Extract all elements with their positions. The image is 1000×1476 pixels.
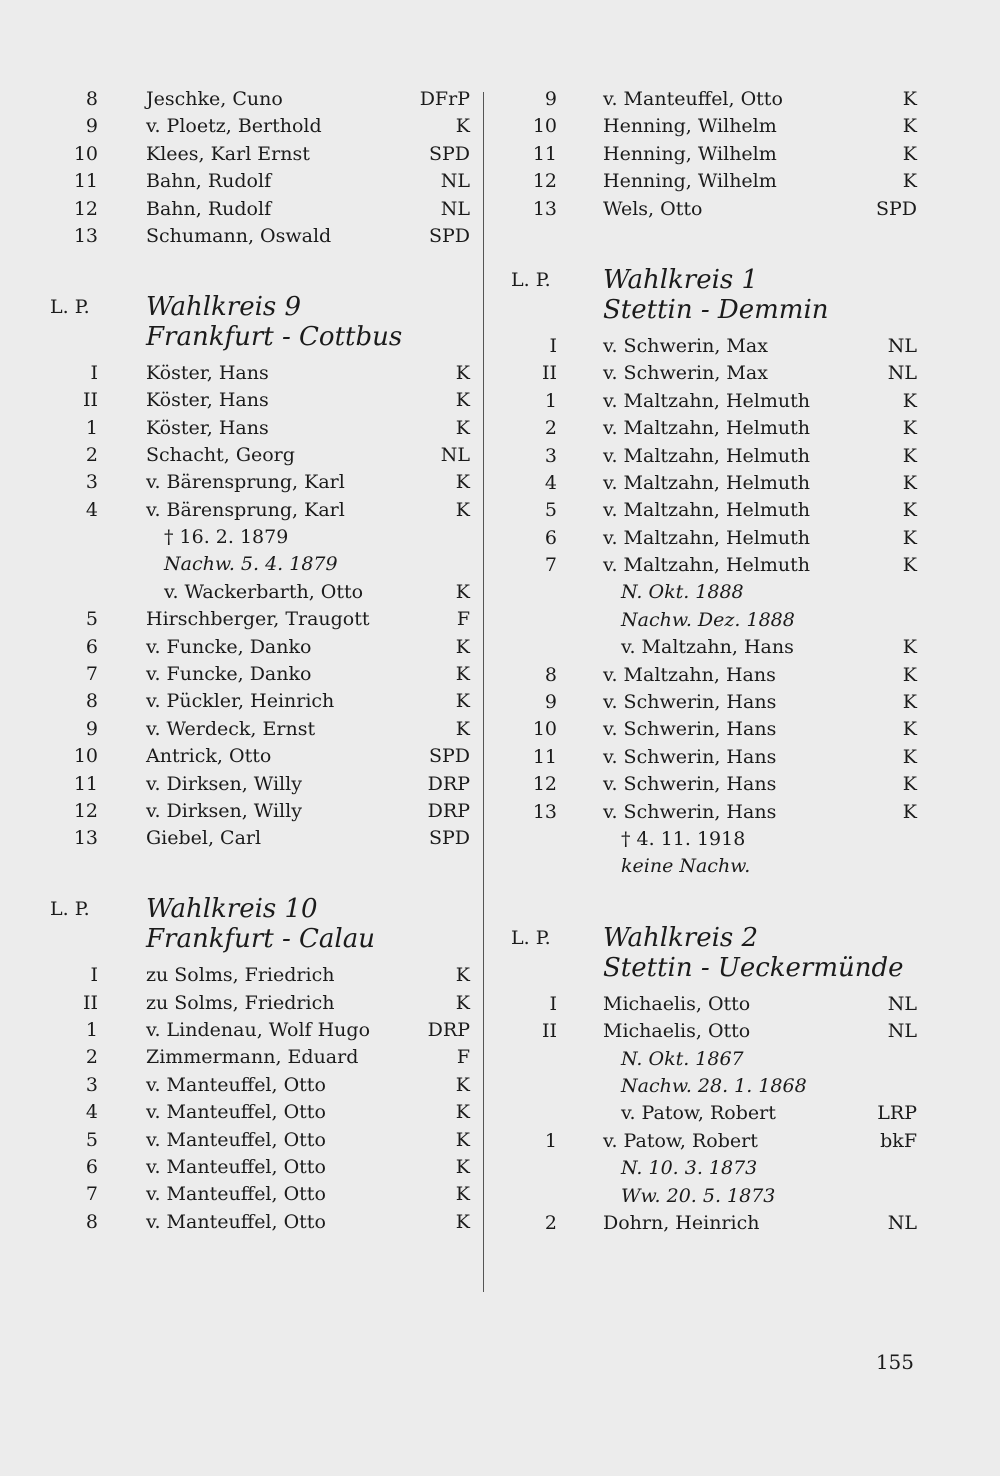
list-item [497,1183,917,1210]
list-item [497,991,917,1018]
member-name: v. Schwerin, Max [603,334,768,357]
list-item [40,1127,470,1154]
member-name: † 4. 11. 1918 [621,827,746,850]
member-name: v. Manteuffel, Otto [146,1128,326,1151]
list-item [497,634,917,661]
legislative-period: 11 [532,745,557,768]
party-abbrev: K [455,1155,470,1178]
party-abbrev: K [902,389,917,412]
list-item [497,168,917,195]
member-name: v. Manteuffel, Otto [603,88,783,110]
member-name: Nachw. 28. 1. 1868 [621,1074,807,1097]
party-abbrev: K [455,416,470,439]
section-title-line2: Stettin - Ueckermünde [603,952,904,983]
member-name: Henning, Wilhelm [603,115,777,138]
legislative-period: II [82,991,98,1014]
section-title [146,292,402,352]
member-name: Michaelis, Otto [603,1020,751,1043]
legislative-period: 10 [73,745,98,768]
member-name: v. Dirksen, Willy [146,799,302,822]
continued-list-right [497,86,917,223]
list-item [40,798,470,825]
party-abbrev: K [902,417,917,440]
member-name: v. Dirksen, Willy [146,772,302,795]
party-abbrev: K [455,115,470,138]
list-item [40,1072,470,1099]
list-item [497,196,917,223]
legislative-period: II [541,362,557,385]
list-item [40,688,470,715]
list-item [497,716,917,743]
list-item [40,86,470,113]
list-item [497,415,917,442]
member-name: Giebel, Carl [146,827,262,850]
party-abbrev: NL [440,197,470,220]
member-name: Köster, Hans [146,389,269,412]
member-name: Klees, Karl Ernst [146,142,310,165]
list-item [497,1128,917,1155]
list-item [497,1073,917,1100]
list-item [40,771,470,798]
member-name: v. Schwerin, Hans [603,800,777,823]
legislative-period: 13 [532,800,557,823]
member-name: v. Patow, Robert [621,1102,776,1125]
member-name: v. Schwerin, Max [603,362,768,385]
member-name: v. Manteuffel, Otto [146,1073,326,1096]
list-item [40,497,470,524]
left-column [40,86,470,1236]
legislative-period: 12 [532,170,557,193]
legislative-period: 2 [544,417,557,440]
party-abbrev: NL [440,443,470,466]
member-name: v. Schwerin, Hans [603,718,777,741]
legislative-period: 4 [85,498,98,521]
list-item [497,853,917,880]
list-item [40,469,470,496]
list-item [40,1209,470,1236]
section-title [603,923,904,983]
list-item [40,716,470,743]
party-abbrev: DRP [427,799,470,822]
legislative-period: 12 [73,799,98,822]
section-title [146,894,375,954]
legislative-period: 12 [532,773,557,796]
member-name: v. Patow, Robert [603,1129,758,1152]
member-name: v. Schwerin, Hans [603,691,777,714]
lp-label: L. P. [511,926,551,949]
section-heading-wahlkreis-10 [40,894,470,954]
list-item [40,1017,470,1044]
list-item [40,168,470,195]
legislative-period: 10 [532,115,557,138]
wahlkreis-2-list [497,991,917,1238]
legislative-period: 10 [73,142,98,165]
member-name: v. Maltzahn, Helmuth [603,526,810,549]
member-name: Nachw. Dez. 1888 [621,608,795,631]
list-item [40,743,470,770]
party-abbrev: K [455,471,470,494]
party-abbrev: F [456,608,470,631]
party-abbrev: K [455,389,470,412]
member-name: Jeschke, Cuno [146,88,283,110]
legislative-period: 5 [85,608,98,631]
list-item [40,360,470,387]
member-name: Bahn, Rudolf [146,170,272,193]
legislative-period: 7 [85,663,98,686]
list-item [40,442,470,469]
section-title-line1: Wahlkreis 10 [146,894,318,925]
list-item [497,360,917,387]
wahlkreis-1-list [497,333,917,881]
party-abbrev: K [455,690,470,713]
party-abbrev: K [902,444,917,467]
legislative-period: 8 [85,88,98,110]
party-abbrev: K [455,635,470,658]
party-abbrev: K [455,1073,470,1096]
list-item [40,606,470,633]
right-column [497,86,917,1237]
legislative-period: 9 [85,115,98,138]
list-item [40,524,470,551]
member-name: v. Pückler, Heinrich [146,690,335,713]
list-item [497,470,917,497]
party-abbrev: SPD [428,827,470,850]
legislative-period: 11 [73,772,98,795]
member-name: v. Manteuffel, Otto [146,1101,326,1124]
party-abbrev: SPD [428,224,470,247]
party-abbrev: K [902,718,917,741]
member-name: N. Okt. 1867 [621,1047,744,1070]
party-abbrev: K [902,745,917,768]
party-abbrev: K [455,1183,470,1206]
page-number: 155 [875,1350,914,1374]
member-name: Ww. 20. 5. 1873 [621,1184,776,1207]
party-abbrev: K [902,142,917,165]
list-item [497,1046,917,1073]
member-name: Henning, Wilhelm [603,170,777,193]
list-item [40,990,470,1017]
section-title [603,265,829,325]
list-item [497,333,917,360]
list-item [497,113,917,140]
legislative-period: 3 [85,471,98,494]
wahlkreis-9-list [40,360,470,853]
section-heading-wahlkreis-2 [497,923,917,983]
party-abbrev: K [455,964,470,987]
list-item [497,1100,917,1127]
section-title-line1: Wahlkreis 9 [146,291,302,322]
member-name: Köster, Hans [146,416,269,439]
party-abbrev: NL [887,334,917,357]
member-name: v. Bärensprung, Karl [146,471,345,494]
member-name: v. Schwerin, Hans [603,745,777,768]
member-name: Zimmermann, Eduard [146,1046,359,1069]
list-item [40,634,470,661]
list-item [40,1099,470,1126]
legislative-period: 1 [85,416,98,439]
party-abbrev: K [902,499,917,522]
member-name: Schacht, Georg [146,443,295,466]
column-divider [483,92,484,1292]
list-item [497,744,917,771]
section-title-line2: Frankfurt - Cottbus [146,321,403,352]
legislative-period: 1 [85,1018,98,1041]
party-abbrev: K [902,526,917,549]
list-item [497,525,917,552]
legislative-period: I [90,361,98,384]
legislative-period: 11 [73,170,98,193]
legislative-period: I [549,992,557,1015]
list-item [40,825,470,852]
lp-label: L. P. [511,268,551,291]
section-heading-wahlkreis-1 [497,265,917,325]
member-name: Schumann, Oswald [146,224,332,247]
party-abbrev: NL [887,992,917,1015]
legislative-period: II [541,1020,557,1043]
section-heading-wahlkreis-9 [40,292,470,352]
member-name: v. Maltzahn, Helmuth [603,417,810,440]
member-name: Nachw. 5. 4. 1879 [164,553,338,576]
legislative-period: 13 [73,827,98,850]
legislative-period: 1 [544,1129,557,1152]
list-item [497,1155,917,1182]
section-title-line1: Wahlkreis 2 [603,922,759,953]
party-abbrev: DFrP [419,88,470,110]
legislative-period: 5 [544,499,557,522]
party-abbrev: K [902,554,917,577]
party-abbrev: K [902,115,917,138]
party-abbrev: K [455,1128,470,1151]
party-abbrev: NL [887,1211,917,1234]
member-name: keine Nachw. [621,855,751,878]
list-item [497,799,917,826]
party-abbrev: K [902,636,917,659]
legislative-period: 10 [532,718,557,741]
list-item [497,388,917,415]
member-name: zu Solms, Friedrich [146,991,335,1014]
member-name: v. Maltzahn, Helmuth [603,554,810,577]
member-name: v. Funcke, Danko [146,663,312,686]
list-item [497,443,917,470]
list-item [40,551,470,578]
member-name: Hirschberger, Traugott [146,608,370,631]
legislative-period: 2 [85,443,98,466]
list-item [40,1154,470,1181]
legislative-period: 4 [85,1101,98,1124]
list-item [40,141,470,168]
legislative-period: 11 [532,142,557,165]
legislative-period: 9 [544,88,557,110]
party-abbrev: K [902,170,917,193]
list-item [40,196,470,223]
party-abbrev: K [455,1210,470,1233]
legislative-period: 2 [544,1211,557,1234]
party-abbrev: SPD [428,745,470,768]
list-item [497,552,917,579]
party-abbrev: bkF [880,1129,917,1152]
list-item [40,661,470,688]
member-name: Wels, Otto [603,197,703,220]
party-abbrev: SPD [875,197,917,220]
legislative-period: 2 [85,1046,98,1069]
member-name: v. Maltzahn, Hans [621,636,794,659]
wahlkreis-10-list [40,962,470,1236]
party-abbrev: NL [887,362,917,385]
member-name: v. Maltzahn, Helmuth [603,444,810,467]
party-abbrev: DRP [427,772,470,795]
legislative-period: 9 [85,717,98,740]
legislative-period: 1 [544,389,557,412]
legislative-period: 8 [85,690,98,713]
legislative-period: 7 [544,554,557,577]
party-abbrev: NL [887,1020,917,1043]
list-item [497,1018,917,1045]
list-item [40,113,470,140]
list-item [40,1181,470,1208]
continued-list-left [40,86,470,250]
list-item [497,497,917,524]
lp-label: L. P. [50,898,90,921]
member-name: v. Maltzahn, Helmuth [603,471,810,494]
member-name: v. Manteuffel, Otto [146,1155,326,1178]
list-item [40,223,470,250]
member-name: v. Manteuffel, Otto [146,1183,326,1206]
legislative-period: 3 [544,444,557,467]
member-name: v. Bärensprung, Karl [146,498,345,521]
member-name: v. Maltzahn, Hans [603,663,776,686]
party-abbrev: K [902,471,917,494]
party-abbrev: K [902,800,917,823]
list-item [497,607,917,634]
member-name: N. Okt. 1888 [621,581,744,604]
legislative-period: 5 [85,1128,98,1151]
member-name: v. Maltzahn, Helmuth [603,389,810,412]
section-title-line2: Stettin - Demmin [603,294,829,325]
legislative-period: 7 [85,1183,98,1206]
member-name: Antrick, Otto [146,745,272,768]
party-abbrev: NL [440,170,470,193]
party-abbrev: K [455,663,470,686]
member-name: v. Ploetz, Berthold [146,115,322,138]
member-name: Köster, Hans [146,361,269,384]
legislative-period: 4 [544,471,557,494]
party-abbrev: K [455,580,470,603]
member-name: † 16. 2. 1879 [164,526,289,549]
list-item [497,86,917,113]
list-item [497,662,917,689]
member-name: zu Solms, Friedrich [146,964,335,987]
list-item [40,387,470,414]
legislative-period: 8 [85,1210,98,1233]
member-name: v. Wackerbarth, Otto [164,580,364,603]
section-title-line1: Wahlkreis 1 [603,264,759,295]
member-name: Dohrn, Heinrich [603,1211,760,1234]
section-title-line2: Frankfurt - Calau [146,924,375,955]
party-abbrev: K [455,991,470,1014]
list-item [497,579,917,606]
member-name: Bahn, Rudolf [146,197,272,220]
list-item [497,771,917,798]
list-item [40,579,470,606]
party-abbrev: K [455,498,470,521]
legislative-period: 8 [544,663,557,686]
list-item [497,141,917,168]
legislative-period: I [90,964,98,987]
party-abbrev: F [456,1046,470,1069]
legislative-period: I [549,334,557,357]
legislative-period: 12 [73,197,98,220]
party-abbrev: SPD [428,142,470,165]
legislative-period: 13 [532,197,557,220]
legislative-period: 6 [544,526,557,549]
list-item [40,1044,470,1071]
list-item [40,962,470,989]
party-abbrev: K [902,88,917,110]
legislative-period: II [82,389,98,412]
party-abbrev: K [455,361,470,384]
party-abbrev: LRP [877,1102,917,1125]
member-name: v. Funcke, Danko [146,635,312,658]
member-name: v. Lindenau, Wolf Hugo [146,1018,371,1041]
legislative-period: 9 [544,691,557,714]
member-name: Henning, Wilhelm [603,142,777,165]
party-abbrev: DRP [427,1018,470,1041]
list-item [497,1210,917,1237]
member-name: Michaelis, Otto [603,992,751,1015]
list-item [497,689,917,716]
legislative-period: 3 [85,1073,98,1096]
party-abbrev: K [902,691,917,714]
member-name: v. Manteuffel, Otto [146,1210,326,1233]
list-item [40,415,470,442]
member-name: N. 10. 3. 1873 [621,1157,758,1180]
member-name: v. Schwerin, Hans [603,773,777,796]
party-abbrev: K [902,663,917,686]
party-abbrev: K [455,1101,470,1124]
party-abbrev: K [902,773,917,796]
legislative-period: 13 [73,224,98,247]
member-name: v. Werdeck, Ernst [146,717,316,740]
list-item [497,826,917,853]
legislative-period: 6 [85,1155,98,1178]
member-name: v. Maltzahn, Helmuth [603,499,810,522]
legislative-period: 6 [85,635,98,658]
lp-label: L. P. [50,295,90,318]
party-abbrev: K [455,717,470,740]
